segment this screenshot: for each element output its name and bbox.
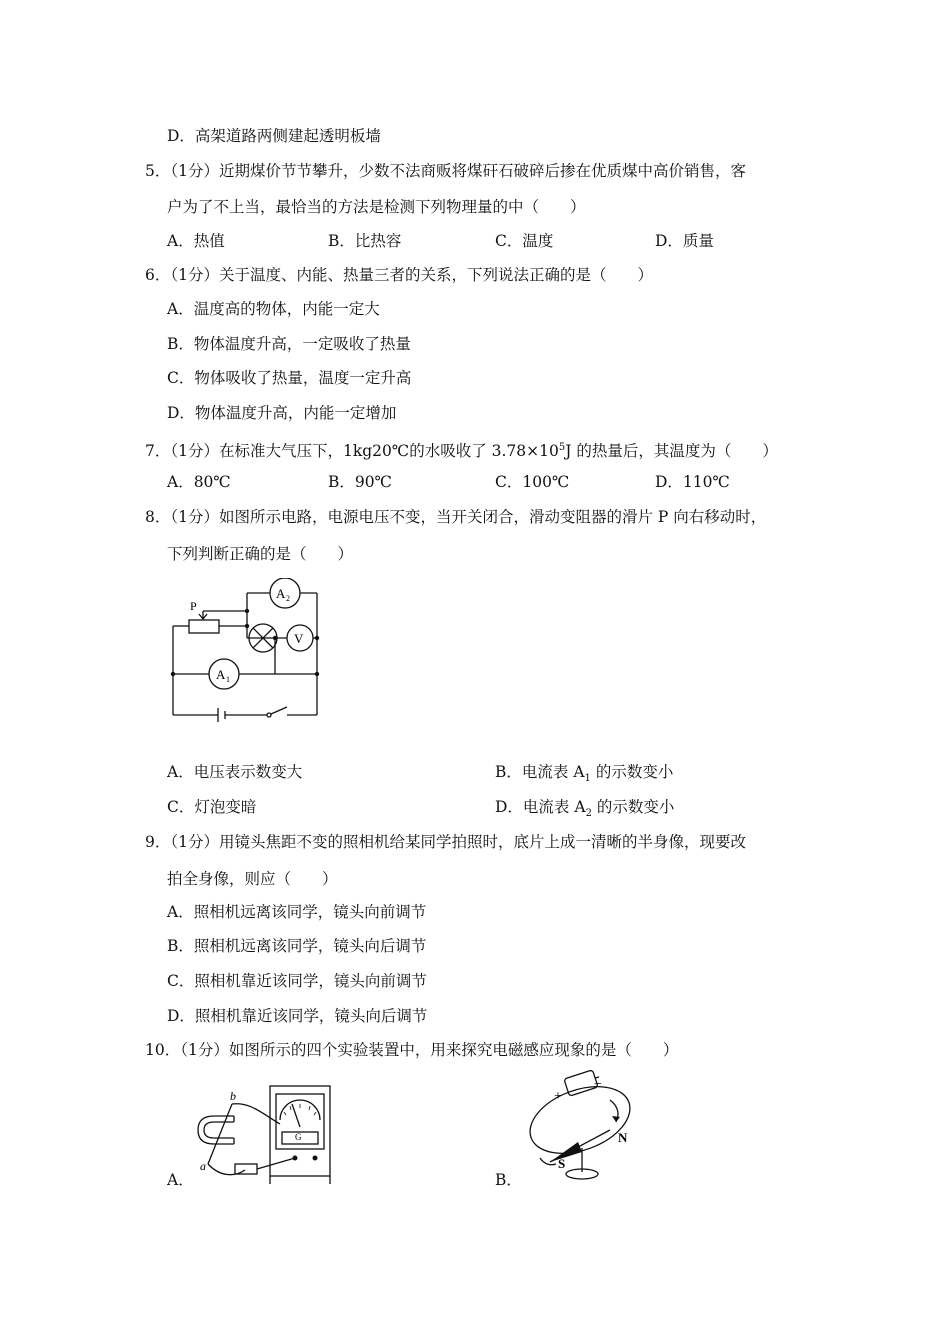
q7-stem-pre: 7．（1分）在标准大气压下，1kg20℃的水吸收了 3.78×10 <box>145 442 559 461</box>
q8-option-d-pre: D．电流表 A <box>495 798 586 816</box>
q8-option-d-post: 的示数变小 <box>591 798 675 816</box>
q8-label-v: V <box>294 631 304 646</box>
q9-option-a: A．照相机远离该同学，镜头向前调节 <box>167 903 427 921</box>
q8-option-b-post: 的示数变小 <box>590 763 674 781</box>
q7-option-a: A．80℃ <box>167 473 231 491</box>
q5-option-d: D．质量 <box>655 232 714 250</box>
q10-figa-label-g: G <box>295 1132 302 1142</box>
q10-figure-a-galvanometer <box>190 1082 340 1187</box>
q8-stem-line1: 8．（1分）如图所示电路，电源电压不变，当开关闭合，滑动变阻器的滑片 P 向右移动时， <box>145 508 767 526</box>
q5-option-b: B．比热容 <box>328 232 402 250</box>
q8-label-a1: A <box>216 667 226 682</box>
q6-option-d: D．物体温度升高，内能一定增加 <box>167 404 397 422</box>
q8-option-b <box>495 762 673 789</box>
q5-stem-line1: 5．（1分）近期煤价节节攀升，少数不法商贩将煤矸石破碎后掺在优质煤中高价销售，客 <box>145 162 746 180</box>
q8-label-a2: A <box>276 586 286 601</box>
q6-option-a: A．温度高的物体，内能一定大 <box>167 300 380 318</box>
q8-label-a2-sub: 2 <box>286 594 290 603</box>
q4-option-d: D．高架道路两侧建起透明板墙 <box>167 127 381 145</box>
q10-figb-label-s: S <box>558 1156 566 1171</box>
q8-label-p: P <box>190 599 197 613</box>
q9-stem-line2: 拍全身像，则应（ ） <box>167 870 338 888</box>
q10-option-b: B． <box>495 1171 522 1189</box>
q6-option-b: B．物体温度升高，一定吸收了热量 <box>167 335 411 353</box>
q10-figb-label-n: N <box>618 1130 628 1145</box>
q10-figb-label-minus: − <box>594 1077 602 1092</box>
q5-stem-line2: 户为了不上当，最恰当的方法是检测下列物理量的中（ ） <box>167 198 586 216</box>
q9-option-b: B．照相机远离该同学，镜头向后调节 <box>167 937 427 955</box>
q9-stem-line1: 9．（1分）用镜头焦距不变的照相机给某同学拍照时，底片上成一清晰的半身像，现要改 <box>145 833 746 851</box>
q7-option-b: B．90℃ <box>328 473 392 491</box>
q8-option-a: A．电压表示数变大 <box>167 763 303 781</box>
q10-stem: 10．（1分）如图所示的四个实验装置中，用来探究电磁感应现象的是（ ） <box>145 1041 679 1059</box>
q10-figa-label-a: a <box>200 1159 206 1173</box>
q10-figa-label-b: b <box>230 1089 236 1103</box>
q9-option-c: C．照相机靠近该同学，镜头向前调节 <box>167 972 427 990</box>
q8-option-b-pre: B．电流表 A <box>495 763 585 781</box>
q6-stem: 6．（1分）关于温度、内能、热量三者的关系，下列说法正确的是（ ） <box>145 266 653 284</box>
q8-option-d-sub: 2 <box>585 808 592 820</box>
q8-label-a1-sub: 1 <box>226 675 230 684</box>
q10-option-a: A． <box>167 1171 194 1189</box>
q10-figb-label-plus: + <box>554 1089 562 1104</box>
q8-option-c: C．灯泡变暗 <box>167 798 257 816</box>
q9-option-d: D．照相机靠近该同学，镜头向后调节 <box>167 1007 428 1025</box>
q8-option-b-sub: 1 <box>584 773 591 785</box>
q7-stem-sup: 5 <box>558 442 566 453</box>
q5-option-a: A．热值 <box>167 232 225 250</box>
q6-option-c: C．物体吸收了热量，温度一定升高 <box>167 369 412 387</box>
q5-option-c: C．温度 <box>495 232 554 250</box>
q10-figure-b-compass-coil <box>520 1070 640 1185</box>
q8-circuit-diagram <box>165 578 325 723</box>
q7-stem <box>145 438 778 461</box>
q7-option-d: D．110℃ <box>655 473 730 491</box>
q7-option-c: C．100℃ <box>495 473 570 491</box>
q8-option-d <box>495 797 674 824</box>
q7-stem-post: J 的热量后，其温度为（ ） <box>565 442 778 461</box>
q8-stem-line2: 下列判断正确的是（ ） <box>167 545 354 563</box>
